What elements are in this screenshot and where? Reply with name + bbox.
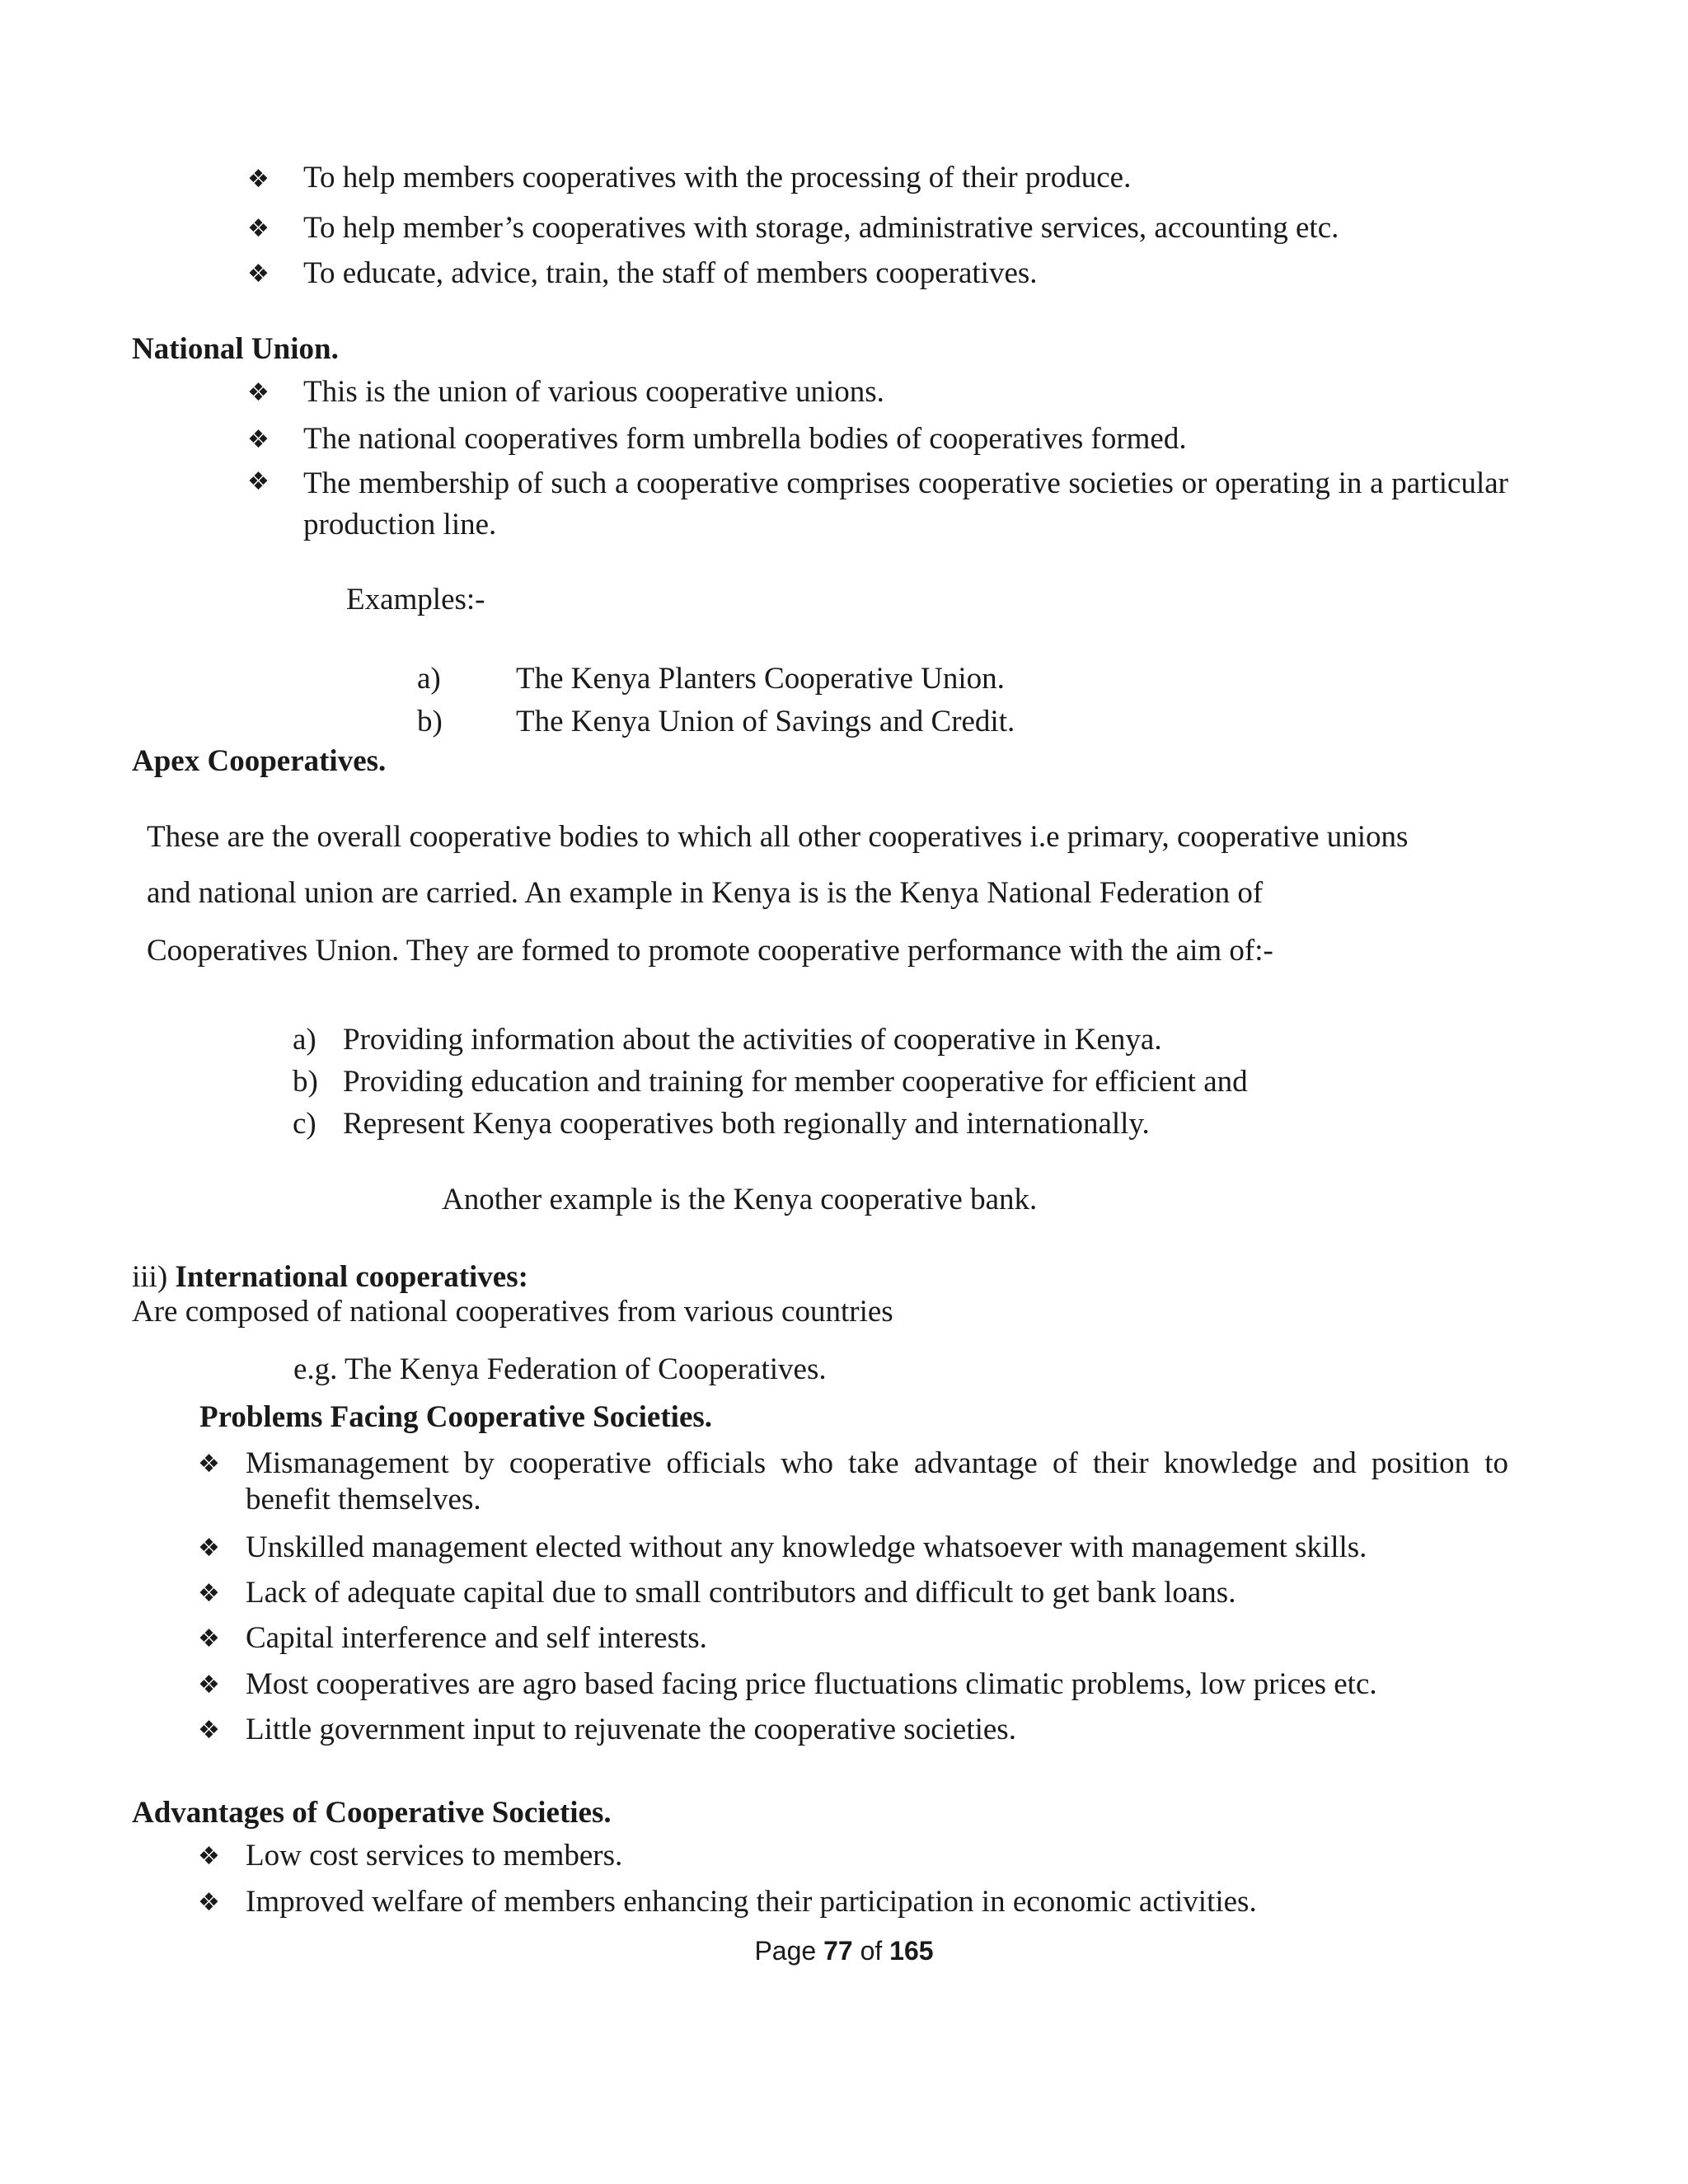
international-numeral: iii) <box>132 1260 168 1294</box>
problems-heading: Problems Facing Cooperative Societies. <box>199 1400 713 1434</box>
bullet-icon: ❖ <box>247 378 270 407</box>
advantages-bullet-text: Low cost services to members. <box>246 1839 623 1872</box>
aim-marker: c) <box>293 1107 316 1141</box>
international-example: e.g. The Kenya Federation of Cooperatives. <box>293 1352 827 1386</box>
bullet-icon: ❖ <box>247 214 270 243</box>
another-example-text: Another example is the Kenya cooperative bank. <box>442 1183 1038 1216</box>
aim-text: Providing education and training for member cooperative for efficient and <box>343 1065 1248 1099</box>
of-word: of <box>860 1936 883 1966</box>
intro-bullet-text: To educate, advice, train, the staff of members cooperatives. <box>303 256 1038 290</box>
national-union-bullet-text: The membership of such a cooperative comprises cooperative societies or operating in a particular production line. <box>303 466 1508 541</box>
problems-bullet-text: Lack of adequate capital due to small contributors and difficult to get bank loans. <box>246 1576 1236 1610</box>
bullet-icon: ❖ <box>198 1534 220 1563</box>
bullet-icon: ❖ <box>247 260 270 288</box>
page-footer <box>0 1935 1688 1966</box>
intro-bullet-text: To help member’s cooperatives with storage, administrative services, accounting etc. <box>303 211 1339 245</box>
bullet-icon: ❖ <box>198 1579 220 1608</box>
apex-paragraph-line: These are the overall cooperative bodies to which all other cooperatives i.e primary, cooperative unions <box>147 820 1409 854</box>
problems-bullet-text: Most cooperatives are agro based facing price fluctuations climatic problems, low prices etc. <box>246 1667 1377 1701</box>
section-numeral <box>132 1259 528 1296</box>
problems-bullet-text: Mismanagement by cooperative officials who take advantage of their knowledge and position to benefit themselves. <box>246 1446 1508 1516</box>
problems-bullet-text: Little government input to rejuvenate the cooperative societies. <box>246 1713 1016 1746</box>
apex-paragraph-line: Cooperatives Union. They are formed to promote cooperative performance with the aim of:- <box>147 934 1273 968</box>
bullet-icon: ❖ <box>198 1842 220 1871</box>
bullet-icon: ❖ <box>247 467 270 496</box>
example-text: The Kenya Planters Cooperative Union. <box>516 662 1005 696</box>
advantages-heading: Advantages of Cooperative Societies. <box>132 1796 612 1830</box>
example-marker: b) <box>417 705 443 738</box>
total-pages-number: 165 <box>889 1936 934 1966</box>
example-text: The Kenya Union of Savings and Credit. <box>516 705 1015 738</box>
problems-bullet-text: Unskilled management elected without any knowledge whatsoever with management skills. <box>246 1530 1367 1564</box>
international-description: Are composed of national cooperatives from various countries <box>132 1295 893 1329</box>
intro-bullet-text: To help members cooperatives with the processing of their produce. <box>303 161 1132 194</box>
aim-marker: a) <box>293 1023 316 1057</box>
bullet-icon: ❖ <box>198 1624 220 1653</box>
aim-marker: b) <box>293 1065 318 1099</box>
example-marker: a) <box>417 662 441 696</box>
apex-paragraph-line: and national union are carried. An example in Kenya is is the Kenya National Federation of <box>147 876 1264 910</box>
aim-text: Providing information about the activities of cooperative in Kenya. <box>343 1023 1162 1057</box>
bullet-icon: ❖ <box>198 1671 220 1699</box>
advantages-bullet-text: Improved welfare of members enhancing their participation in economic activities. <box>246 1885 1257 1919</box>
bullet-icon: ❖ <box>198 1888 220 1917</box>
bullet-icon: ❖ <box>198 1450 220 1479</box>
problems-bullet-text: Capital interference and self interests. <box>246 1621 707 1655</box>
page-word: Page <box>754 1936 817 1966</box>
bullet-icon: ❖ <box>247 425 270 454</box>
aim-text: Represent Kenya cooperatives both regionally and internationally. <box>343 1107 1150 1141</box>
bullet-icon: ❖ <box>198 1716 220 1745</box>
examples-label: Examples:- <box>346 583 485 616</box>
national-union-bullet-text: This is the union of various cooperative unions. <box>303 375 884 409</box>
national-union-heading: National Union. <box>132 332 339 366</box>
national-union-bullet-text: The national cooperatives form umbrella bodies of cooperatives formed. <box>303 422 1187 456</box>
apex-heading: Apex Cooperatives. <box>132 744 387 778</box>
international-heading: International cooperatives: <box>175 1260 528 1294</box>
bullet-icon: ❖ <box>247 165 270 194</box>
current-page-number: 77 <box>823 1936 853 1966</box>
